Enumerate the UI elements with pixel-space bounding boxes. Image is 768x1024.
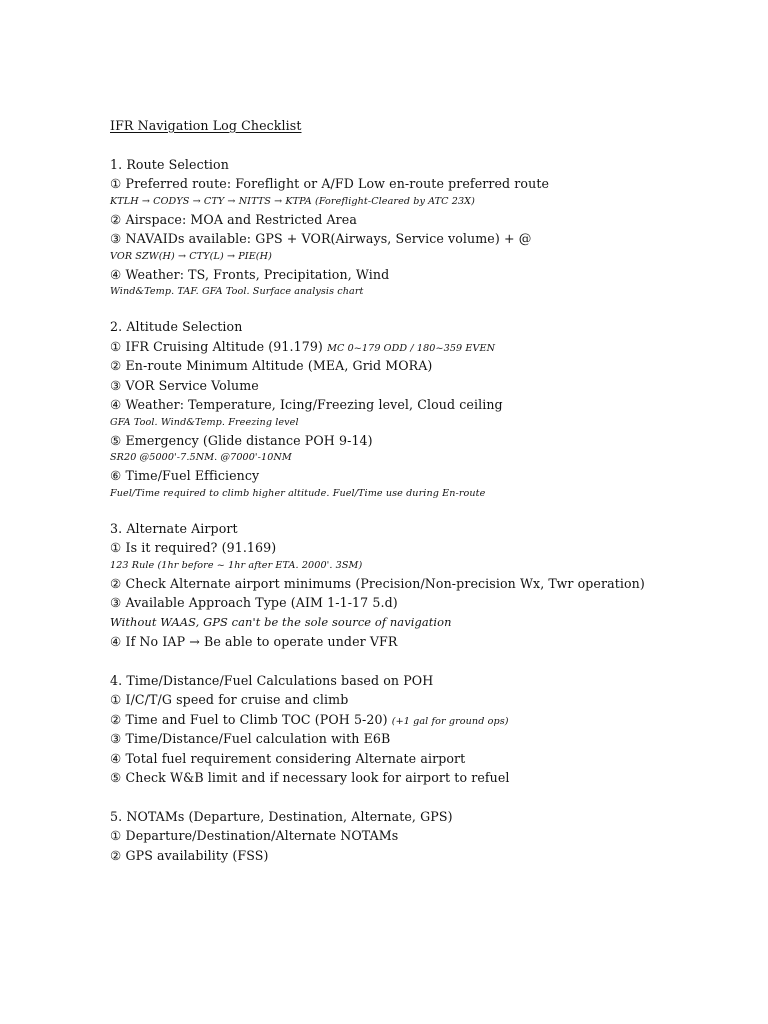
section-altitude-selection: [110, 317, 750, 502]
list-item: ② Check Alternate airport minimums (Precision/Non-precision Wx, Twr operation): [110, 575, 645, 591]
item-text: ① IFR Cruising Altitude (91.179): [110, 338, 328, 354]
section-heading: 1. Route Selection: [110, 156, 229, 172]
item-text: ② Time and Fuel to Climb TOC (POH 5-20): [110, 711, 392, 727]
item-note: Fuel/Time required to climb higher altitude. Fuel/Time use during En-route: [110, 487, 486, 499]
page-title: IFR Navigation Log Checklist: [110, 118, 302, 133]
list-item: ④ Weather: Temperature, Icing/Freezing level, Cloud ceiling: [110, 397, 503, 412]
list-item: ① Departure/Destination/Alternate NOTAMs: [110, 828, 399, 843]
list-item: ⑤ Emergency (Glide distance POH 9-14): [110, 432, 373, 448]
list-item: ③ NAVAIDs available: GPS + VOR(Airways, Service volume) + @: [110, 231, 532, 246]
list-item: ③ Time/Distance/Fuel calculation with E6B: [110, 731, 391, 746]
item-note: KTLH → CODYS → CTY → NITTS → KTPA (Foreflight-Cleared by ATC 23X): [110, 195, 475, 207]
list-item: ① I/C/T/G speed for cruise and climb: [110, 692, 349, 707]
item-note: Wind&Temp. TAF. GFA Tool. Surface analysis chart: [110, 286, 364, 297]
list-item: [110, 337, 750, 357]
section-heading: 5. NOTAMs (Departure, Destination, Alternate, GPS): [110, 808, 453, 824]
list-item: ④ If No IAP → Be able to operate under VFR: [110, 634, 398, 649]
spacer: [110, 300, 750, 317]
list-item: ② En-route Minimum Altitude (MEA, Grid MORA): [110, 358, 433, 373]
spacer: [110, 136, 750, 155]
document-page: [110, 116, 750, 865]
section-route-selection: [110, 155, 750, 301]
item-note: VOR SZW(H) → CTY(L) → PIE(H): [110, 250, 272, 262]
section-time-distance-fuel: [110, 671, 750, 788]
item-note: 123 Rule (1hr before ~ 1hr after ETA. 2000'. 3SM): [110, 559, 363, 571]
section-notams: [110, 807, 750, 866]
list-item: ③ Available Approach Type (AIM 1-1-17 5.d): [110, 595, 398, 610]
list-item: ① Preferred route: Foreflight or A/FD Low en-route preferred route: [110, 176, 550, 191]
section-heading: 2. Altitude Selection: [110, 319, 243, 334]
list-item: [110, 710, 750, 730]
item-inline-note: (+1 gal for ground ops): [391, 715, 509, 727]
section-alternate-airport: [110, 519, 750, 652]
spacer: [110, 502, 750, 519]
list-item: ② GPS availability (FSS): [110, 847, 269, 863]
section-heading: 3. Alternate Airport: [110, 520, 238, 536]
spacer: [110, 788, 750, 807]
list-item: ① Is it required? (91.169): [110, 540, 277, 555]
list-item: ⑥ Time/Fuel Efficiency: [110, 468, 260, 483]
item-note: SR20 @5000'-7.5NM. @7000'-10NM: [110, 452, 292, 463]
list-item: ④ Total fuel requirement considering Alternate airport: [110, 750, 466, 766]
list-item: ④ Weather: TS, Fronts, Precipitation, Wind: [110, 266, 390, 282]
spacer: [110, 652, 750, 671]
list-item: ⑤ Check W&B limit and if necessary look for airport to refuel: [110, 770, 510, 785]
list-item: ③ VOR Service Volume: [110, 377, 259, 393]
section-heading: 4. Time/Distance/Fuel Calculations based on POH: [110, 672, 434, 688]
item-note: Without WAAS, GPS can't be the sole source of navigation: [110, 614, 452, 629]
item-note: GFA Tool. Wind&Temp. Freezing level: [110, 416, 299, 428]
list-item: ② Airspace: MOA and Restricted Area: [110, 211, 357, 227]
item-inline-note: MC 0~179 ODD / 180~359 EVEN: [327, 342, 496, 354]
